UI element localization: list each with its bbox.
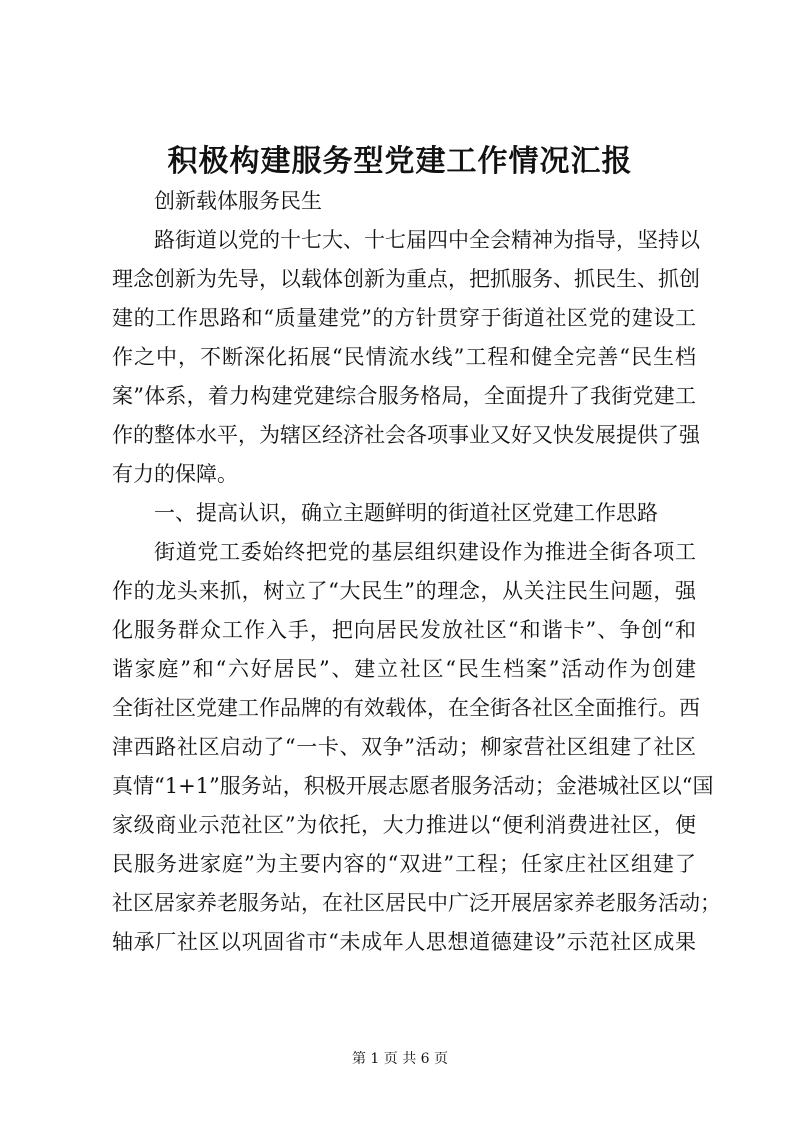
paragraph-line: 谐家庭”和“六好居民”、建立社区“民生档案”活动作为创建 xyxy=(112,657,696,681)
subtitle: 创新载体服务民生 xyxy=(154,189,322,213)
paragraph-line: 有力的保障。 xyxy=(112,462,238,486)
paragraph-line: 案”体系，着力构建党建综合服务格局，全面提升了我街党建工 xyxy=(112,384,696,408)
paragraph-line: 家级商业示范社区”为依托，大力推进以“便利消费进社区，便 xyxy=(112,813,696,837)
paragraph-line: 真情“1+1”服务站，积极开展志愿者服务活动；金港城社区以“国 xyxy=(112,774,714,798)
paragraph-line: 津西路社区启动了“一卡、双争”活动；柳家营社区组建了社区 xyxy=(112,735,696,759)
paragraph-line: 作的整体水平，为辖区经济社会各项事业又好又快发展提供了强 xyxy=(112,423,700,447)
paragraph-line: 化服务群众工作入手，把向居民发放社区“和谐卡”、争创“和 xyxy=(112,618,696,642)
section-body-paragraph xyxy=(112,533,721,962)
paragraph-line: 路街道以党的十七大、十七届四中全会精神为指导，坚持以 xyxy=(154,228,700,252)
paragraph-line: 轴承厂社区以巩固省市“未成年人思想道德建设”示范社区成果 xyxy=(112,930,696,954)
paragraph-line: 社区居家养老服务站，在社区居民中广泛开展居家养老服务活动； xyxy=(112,891,721,915)
document-title: 积极构建服务型党建工作情况汇报 xyxy=(167,144,633,179)
section-heading-paragraph xyxy=(112,494,696,533)
document-body xyxy=(112,182,721,962)
paragraph-line: 作的龙头来抓，树立了“大民生”的理念，从关注民生问题，强 xyxy=(112,579,696,603)
section-heading: 一、提高认识，确立主题鲜明的街道社区党建工作思路 xyxy=(154,501,658,525)
page-number-footer: 第 1 页 共 6 页 xyxy=(351,1051,449,1067)
paragraph-line: 街道党工委始终把党的基层组织建设作为推进全街各项工 xyxy=(154,540,696,564)
paragraph-line: 建的工作思路和“质量建党”的方针贯穿于街道社区党的建设工 xyxy=(112,306,696,330)
paragraph-line: 民服务进家庭”为主要内容的“双进”工程；任家庄社区组建了 xyxy=(112,852,696,876)
paragraph-line: 全街社区党建工作品牌的有效载体，在全街各社区全面推行。西 xyxy=(112,696,700,720)
paragraph-line: 理念创新为先导，以载体创新为重点，把抓服务、抓民生、抓创 xyxy=(112,267,700,291)
paragraph-line: 作之中，不断深化拓展“民情流水线”工程和健全完善“民生档 xyxy=(112,345,696,369)
subtitle-paragraph xyxy=(112,182,696,221)
intro-paragraph xyxy=(112,221,700,494)
